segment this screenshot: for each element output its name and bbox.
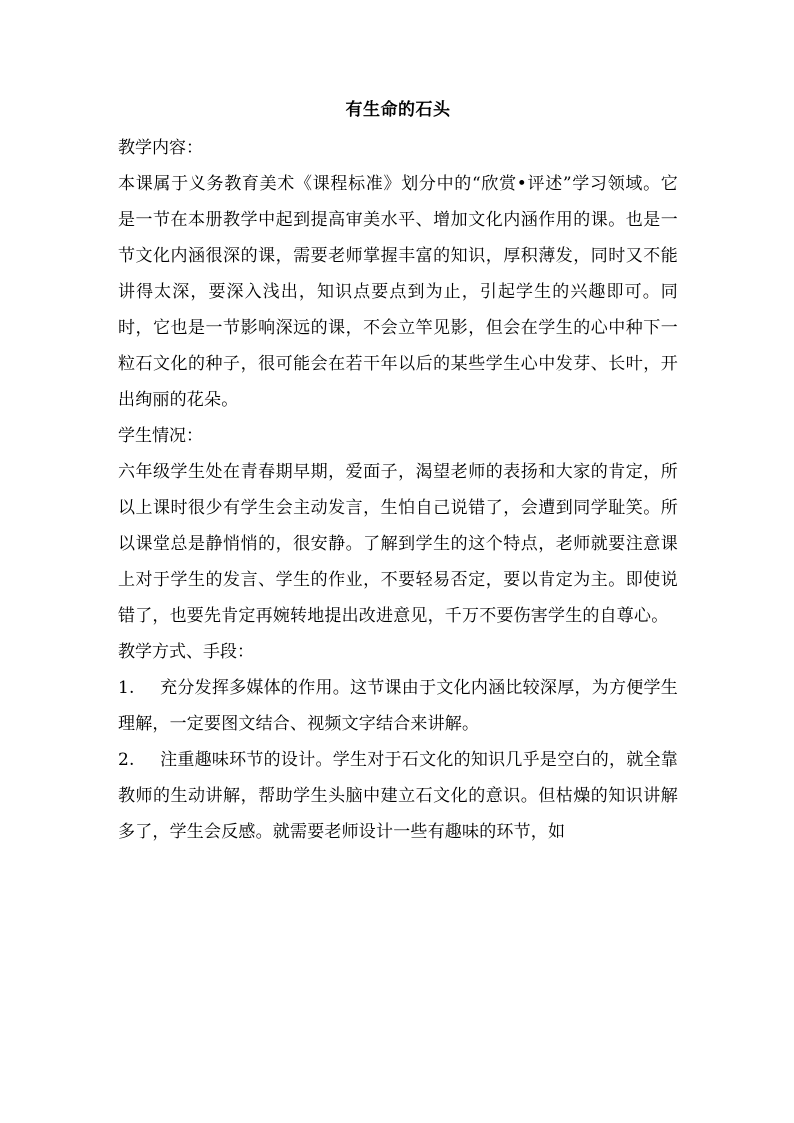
list-item-text: 注重趣味环节的设计。学生对于石文化的知识几乎是空白的，就全靠教师的生动讲解，帮助学生头脑中建立石文化的意识。但枯燥的知识讲解多了，学生会反感。就需要老师设计一些有趣味的环节，如: [118, 750, 678, 842]
list-item-number: 2.: [118, 750, 135, 770]
section-body-content: 本课属于义务教育美术《课程标准》划分中的“欣赏•评述”学习领域。它是一节在本册教学中起到提高审美水平、增加文化内涵作用的课。也是一节文化内涵很深的课，需要老师掌握丰富的知识，厚积薄发，同时又不能讲得太深，要深入浅出，知识点要点到为止，引起学生的兴趣即可。同时，它也是一节影响深远的课，不会立竿见影，但会在学生的心中种下一粒石文化的种子，很可能会在若干年以后的某些学生心中发芽、长叶，开出绚丽的花朵。: [118, 174, 678, 410]
list-item-text: 充分发挥多媒体的作用。这节课由于文化内涵比较深厚，为方便学生理解，一定要图文结合、视频文字结合来讲解。: [118, 678, 678, 734]
section-heading-students: 学生情况：: [118, 426, 203, 446]
document-title: 有生命的石头: [345, 100, 451, 120]
section-heading-content: 教学内容：: [118, 138, 203, 158]
document-page: [118, 100, 678, 850]
section-heading-methods: 教学方式、手段：: [118, 642, 254, 662]
list-item: [118, 670, 678, 742]
section-body-students: 六年级学生处在青春期早期，爱面子，渴望老师的表扬和大家的肯定，所以上课时很少有学生会主动发言，生怕自己说错了，会遭到同学耻笑。所以课堂总是静悄悄的，很安静。了解到学生的这个特点，老师就要注意课上对于学生的发言、学生的作业，不要轻易否定，要以肯定为主。即使说错了，也要先肯定再婉转地提出改进意见，千万不要伤害学生的自尊心。: [118, 462, 678, 626]
list-item: [118, 742, 678, 850]
list-item-number: 1.: [118, 678, 135, 698]
